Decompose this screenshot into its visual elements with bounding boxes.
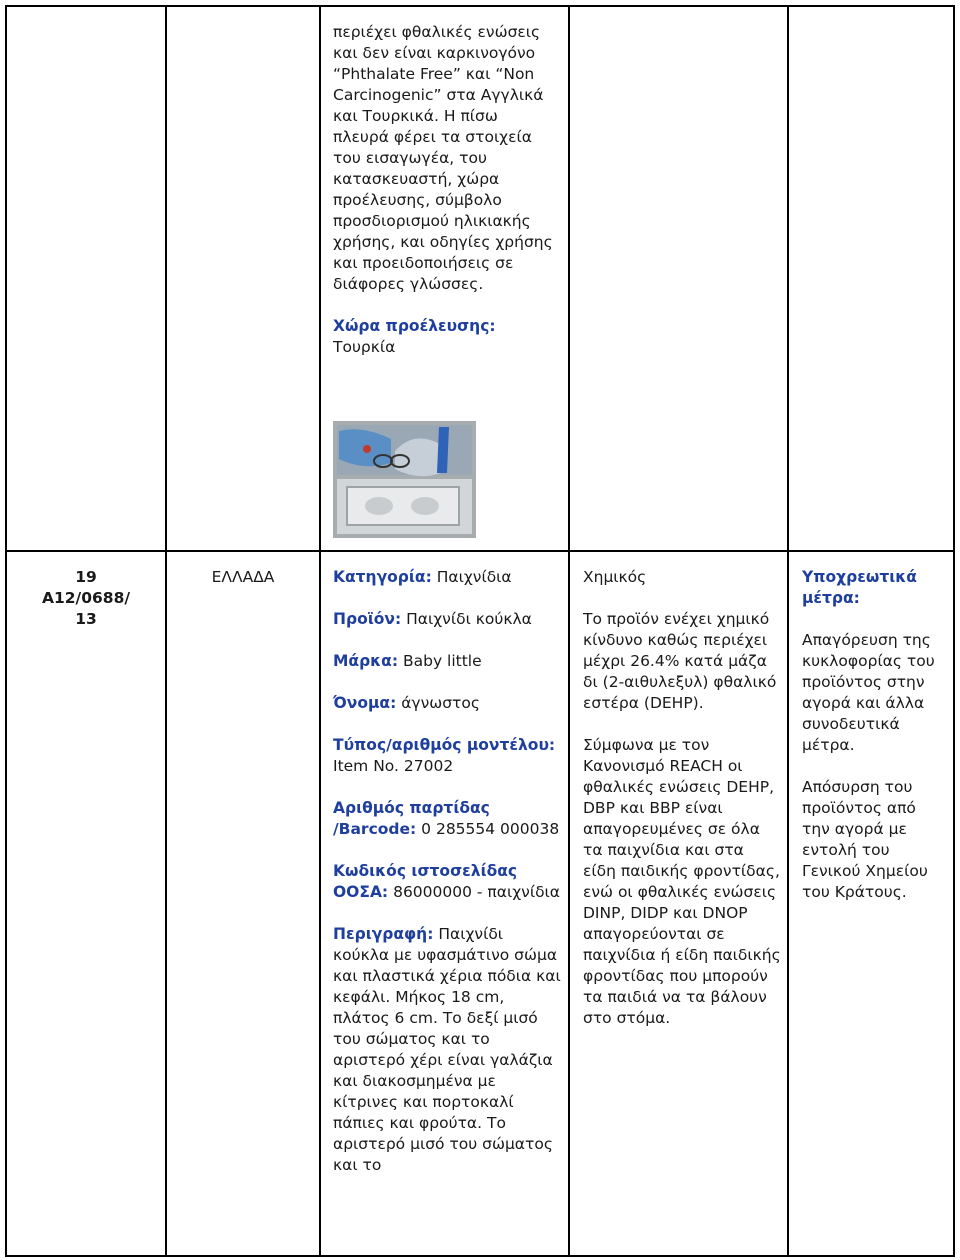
model-value: Item No. 27002	[333, 757, 454, 775]
batch-label: Αριθμός παρτίδας /Barcode:	[333, 799, 490, 838]
category-label: Κατηγορία:	[333, 568, 432, 586]
origin-label: Χώρα προέλευσης:	[333, 317, 496, 335]
category-value: Παιχνίδια	[436, 568, 512, 586]
brand-value: Baby little	[402, 652, 482, 670]
table-border-right	[953, 5, 955, 1257]
oecd-field	[333, 861, 561, 903]
col-divider-2	[319, 5, 321, 1257]
product-value: Παιχνίδι κούκλα	[406, 610, 532, 628]
measures-cell	[802, 567, 942, 903]
description-value: Παιχνίδι κούκλα με υφασμάτινο σώμα και πλαστικά χέρια πόδια και κεφάλι. Μήκος 18 cm, πλάτος 6 cm. Το δεξί μισό του σώματος και το αριστερό χέρι είναι γαλάζια και διακοσμημένα με κίτρινες και πορτοκαλί πάπιες και φρούτα. Το αριστερό μισό του σώματος και το	[333, 925, 561, 1174]
batch-field	[333, 798, 561, 840]
name-field	[333, 693, 561, 714]
row-reference: A12/0688/ 13	[41, 589, 131, 628]
name-value: άγνωστος	[401, 694, 480, 712]
measures-label: Υποχρεωτικά μέτρα:	[802, 568, 917, 607]
row-number: 19	[75, 568, 97, 586]
name-label: Όνομα:	[333, 694, 397, 712]
row-number-cell	[9, 567, 163, 630]
oecd-value: 86000000 - παιχνίδια	[393, 883, 561, 901]
origin-value: Τουρκία	[333, 338, 396, 356]
prev-description-cell	[333, 22, 558, 358]
brand-label: Μάρκα:	[333, 652, 399, 670]
model-field	[333, 735, 561, 777]
risk-text-2: Σύμφωνα με τον Κανονισμό REACH οι φθαλικές ενώσεις DEHP, DBP και BBP είναι απαγορευμένες σε όλα τα παιχνίδια και στα είδη παιδικής φροντίδας, ενώ οι φθαλικές ενώσεις DINP, DIDP και DNOP απαγορεύονται σε παιχνίδια ή είδη παιδικής φροντίδας που μπορούν τα παιδιά να τα βάλουν στο στόμα.	[583, 736, 781, 1027]
product-label: Προϊόν:	[333, 610, 402, 628]
model-label: Τύπος/αριθμός μοντέλου:	[333, 736, 556, 754]
measures-2: Απόσυρση του προϊόντος από την αγορά με εντολή του Γενικού Χημείου του Κράτους.	[802, 778, 928, 901]
risk-type: Χημικός	[583, 568, 647, 586]
description-field	[333, 924, 561, 1176]
product-photo	[333, 421, 476, 538]
oecd-label: Κωδικός ιστοσελίδας ΟΟΣΑ:	[333, 862, 518, 901]
description-label: Περιγραφή:	[333, 925, 434, 943]
table-border-left	[5, 5, 7, 1257]
risk-cell	[583, 567, 781, 1029]
origin-field	[333, 316, 558, 358]
prev-description-text: περιέχει φθαλικές ενώσεις και δεν είναι καρκινογόνο “Phthalate Free” και “Non Carcinogenic” στα Αγγλικά και Τουρκικά. Η πίσω πλευρά φέρει τα στοιχεία του εισαγωγέα, του κατασκευαστή, χώρα προέλευσης, σύμβολο προσδιορισμού ηλικιακής χρήσης, και οδηγίες χρήσης και προειδοποιήσεις σε διάφορες γλώσσες.	[333, 23, 553, 293]
table-border-bottom	[5, 1255, 955, 1257]
row-divider	[5, 550, 955, 552]
table-border-top	[5, 5, 955, 7]
product-field	[333, 609, 561, 630]
country-cell	[169, 567, 317, 588]
category-field	[333, 567, 561, 588]
col-divider-1	[165, 5, 167, 1257]
country: ΕΛΛΑΔΑ	[211, 568, 275, 586]
risk-text-1: Το προϊόν ενέχει χημικό κίνδυνο καθώς περιέχει μέχρι 26.4% κατά μάζα δι (2-αιθυλεξυλ) φθαλικό εστέρα (DEHP).	[583, 610, 777, 712]
batch-value: 0 285554 000038	[421, 820, 560, 838]
col-divider-3	[568, 5, 570, 1257]
col-divider-4	[787, 5, 789, 1257]
product-details-cell	[333, 567, 561, 1176]
measures-1: Απαγόρευση της κυκλοφορίας του προϊόντος στην αγορά και άλλα συνοδευτικά μέτρα.	[802, 631, 935, 754]
brand-field	[333, 651, 561, 672]
